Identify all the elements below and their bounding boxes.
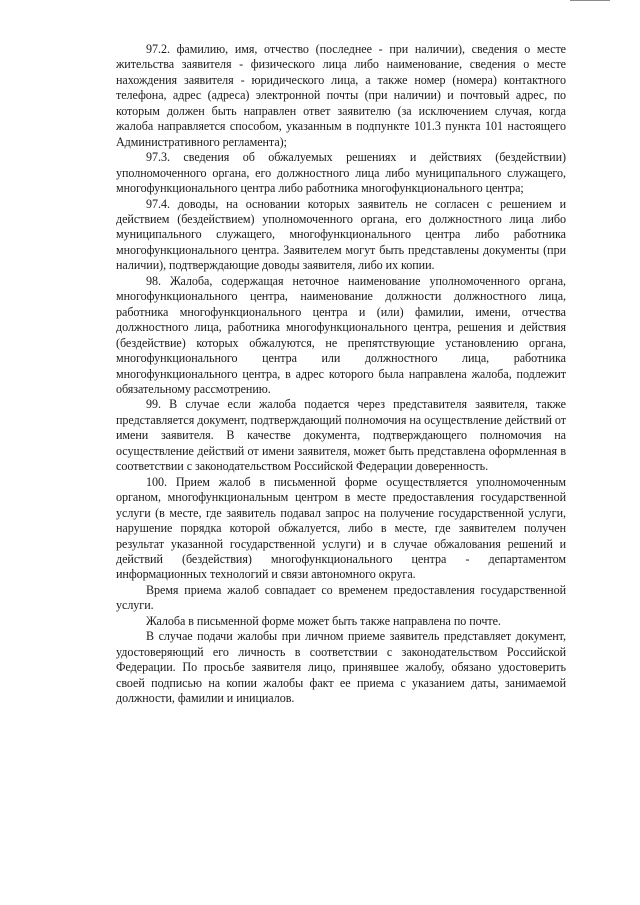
paragraph-97-4: 97.4. доводы, на основании которых заявитель не согласен с решением и действием (бездействием) уполномоченного органа, его должностного лица либо муниципального служащего, многофункционального центра либо работника многофункционального центра. Заявителем могут быть представлены документы (при наличии), подтверждающие доводы заявителя, либо их копии.: [116, 196, 566, 273]
paragraph-99: 99. В случае если жалоба подается через представителя заявителя, также представляется документ, подтверждающий полномочия на осуществление действий от имени заявителя. В качестве документа, подтверждающего полномочия на осуществление действий от имени заявителя, может быть представлена оформленная в соответствии с законодательством Российской Федерации доверенность.: [116, 397, 566, 474]
paragraph-97-3: 97.3. сведения об обжалуемых решениях и действиях (бездействии) уполномоченного органа, его должностного лица либо муниципального служащего, многофункционального центра либо работника многофункционального центра;: [116, 150, 566, 196]
paragraph-98: 98. Жалоба, содержащая неточное наименование уполномоченного органа, многофункционального центра, наименование должности должностного лица, работника многофункционального центра и (или) фамилии, имени, отчества должностного лица, работника многофункционального центра, решения и действия (бездействие) которых обжалуются, не препятствующие установлению органа, многофункционального центра или должностного лица, работника многофункционального центра, в адрес которого была направлена жалоба, подлежит обязательному рассмотрению.: [116, 273, 566, 396]
paragraph-postal-submission: Жалоба в письменной форме может быть также направлена по почте.: [146, 613, 501, 628]
paragraph-97-2: 97.2. фамилию, имя, отчество (последнее - при наличии), сведения о месте жительства заявителя - физического лица либо наименование, сведения о месте нахождения заявителя - юридического лица, а также номер (номера) контактного телефона, адрес (адреса) электронной почты (при наличии) и почтовый адрес, по которым должен быть направлен ответ заявителю (за исключением случая, когда жалоба направляется способом, указанным в подпункте 101.3 пункта 101 настоящего Административного регламента);: [116, 42, 566, 149]
paragraph-100: 100. Прием жалоб в письменной форме осуществляется уполномоченным органом, многофункциональным центром в месте предоставления государственной услуги (в месте, где заявитель подавал запрос на получение государственной услуги, нарушение порядка которой обжалуется, либо в месте, где заявителем получен результат указанной государственной услуги) и в случае обжалования решений и действий (бездействия) многофункционального центра - департаментом информационных технологий и связи автономного округа.: [116, 474, 566, 582]
paragraph-personal-reception: В случае подачи жалобы при личном приеме заявитель представляет документ, удостоверяющий его личность в соответствии с законодательством Российской Федерации. По просьбе заявителя лицо, принявшее жалобу, обязано удостоверить своей подписью на копии жалобы факт ее приема с указанием даты, занимаемой должности, фамилии и инициалов.: [116, 629, 566, 706]
document-page: [116, 42, 566, 706]
scan-edge-mark: [570, 0, 610, 4]
paragraph-reception-time: Время приема жалоб совпадает со временем предоставления государственной услуги.: [116, 582, 566, 613]
